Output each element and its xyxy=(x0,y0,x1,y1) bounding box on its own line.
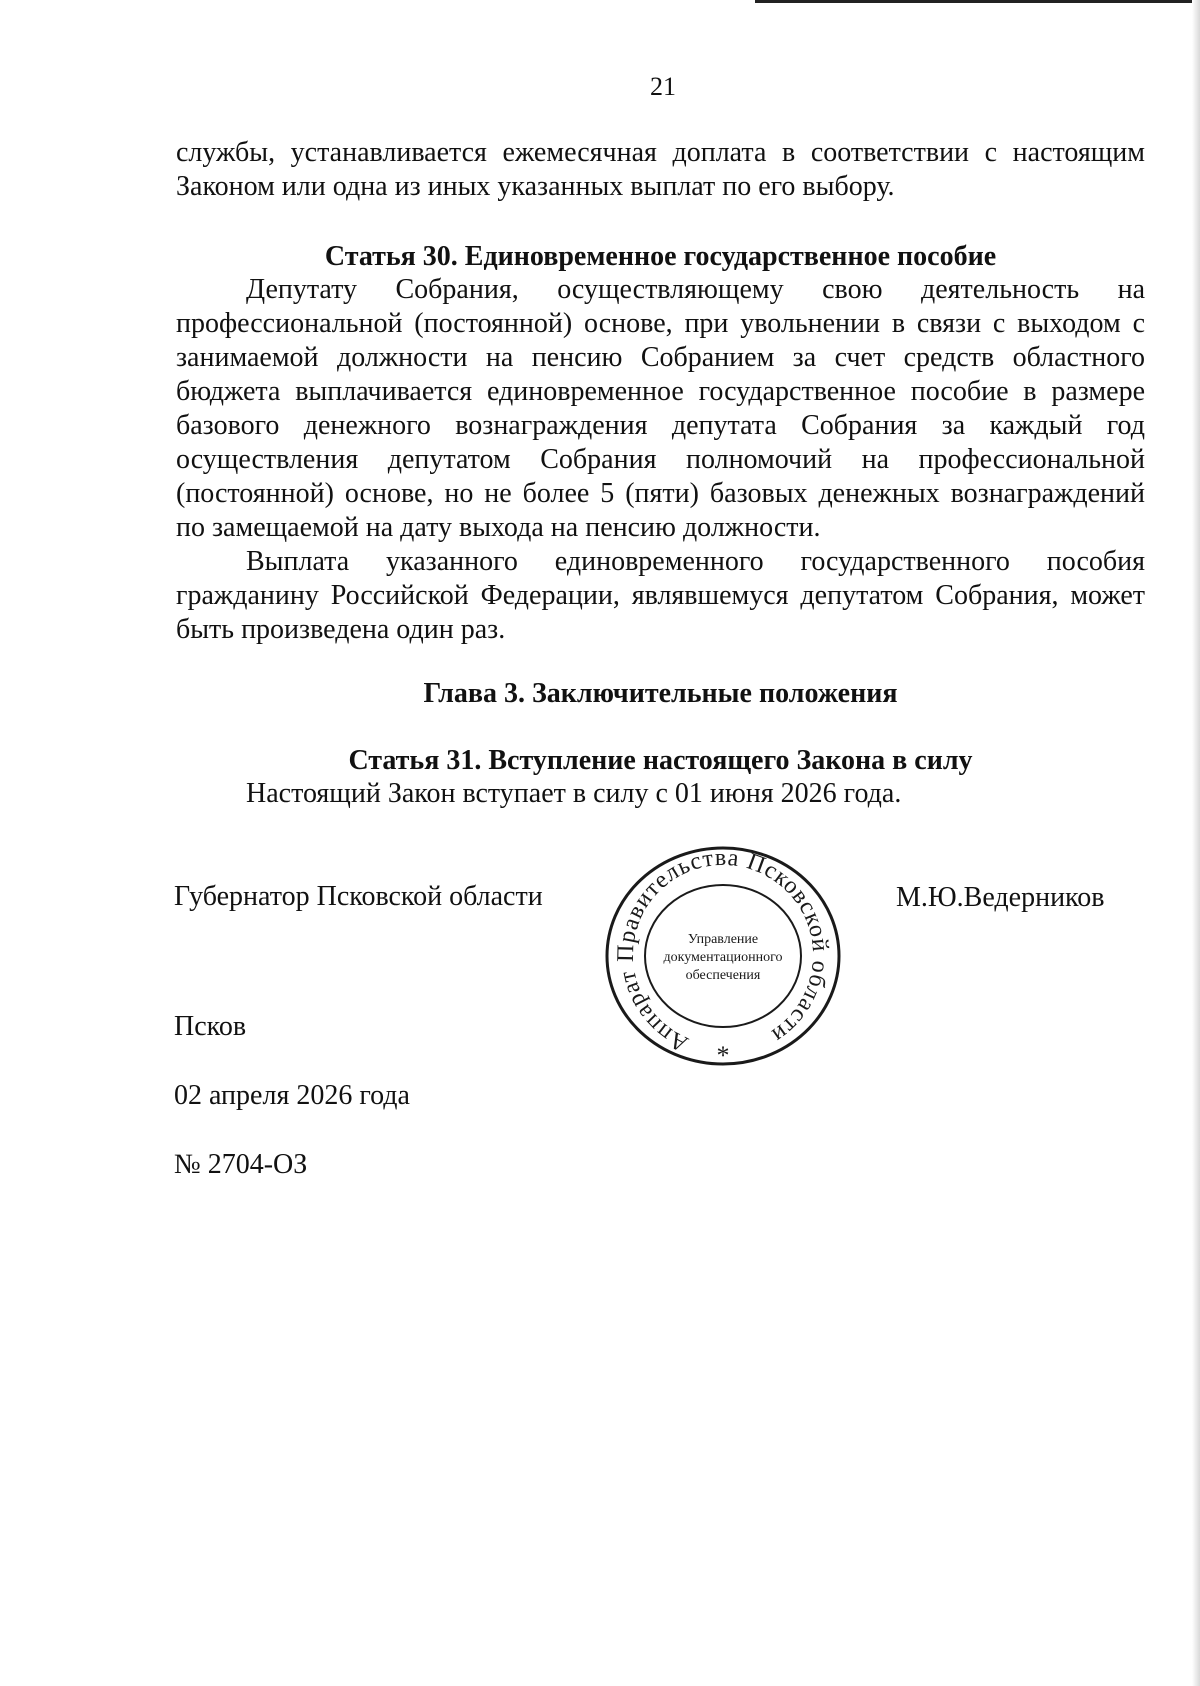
article-31-paragraph-1: Настоящий Закон вступает в силу с 01 июня 2026 года. xyxy=(246,778,902,809)
scan-top-line xyxy=(755,0,1200,3)
seal-star-icon: * xyxy=(716,1041,730,1069)
official-seal xyxy=(602,843,844,1069)
continuation-paragraph: службы, устанавливается ежемесячная доплата в соответствии с настоящим Законом или одна из иных указанных выплат по его выбору. xyxy=(176,137,1145,202)
signature-name: М.Ю.Ведерников xyxy=(896,882,1105,913)
signature-city: Псков xyxy=(174,1011,247,1042)
seal-inner-line-3: обеспечения xyxy=(685,968,761,983)
article-30-paragraph-2: Выплата указанного единовременного государственного пособия гражданину Российской Федерации, являвшемуся депутатом Собрания, может быть произведена один раз. xyxy=(176,546,1145,645)
signature-position: Губернатор Псковской области xyxy=(174,881,543,912)
seal-outer-text: Аппарат Правительства Псковской области xyxy=(612,844,834,1057)
chapter-3-title: Глава 3. Заключительные положения xyxy=(423,678,898,709)
seal-inner-line-2: документационного xyxy=(663,950,783,965)
signature-date: 02 апреля 2026 года xyxy=(174,1080,410,1111)
article-30-paragraph-1: Депутату Собрания, осуществляющему свою деятельность на профессиональной (постоянной) основе, при увольнении в связи с выходом с занимаемой должности на пенсию Собранием за счет средств областного бюджета выплачивается единовременное государственное пособие в размере базового денежного вознаграждения депутата Собрания за каждый год осуществления депутатом Собрания полномочий на профессиональной (постоянной) основе, но не более 5 (пяти) базовых денежных вознаграждений по замещаемой на дату выхода на пенсию должности. xyxy=(176,274,1145,543)
scan-edge xyxy=(1192,0,1200,1686)
article-30-title: Статья 30. Единовременное государственное пособие xyxy=(324,241,997,272)
seal-inner-line-1: Управление xyxy=(687,932,759,947)
law-number: № 2704-ОЗ xyxy=(174,1149,308,1180)
page-number: 21 xyxy=(650,72,676,101)
article-31-title: Статья 31. Вступление настоящего Закона в силу xyxy=(348,745,973,776)
